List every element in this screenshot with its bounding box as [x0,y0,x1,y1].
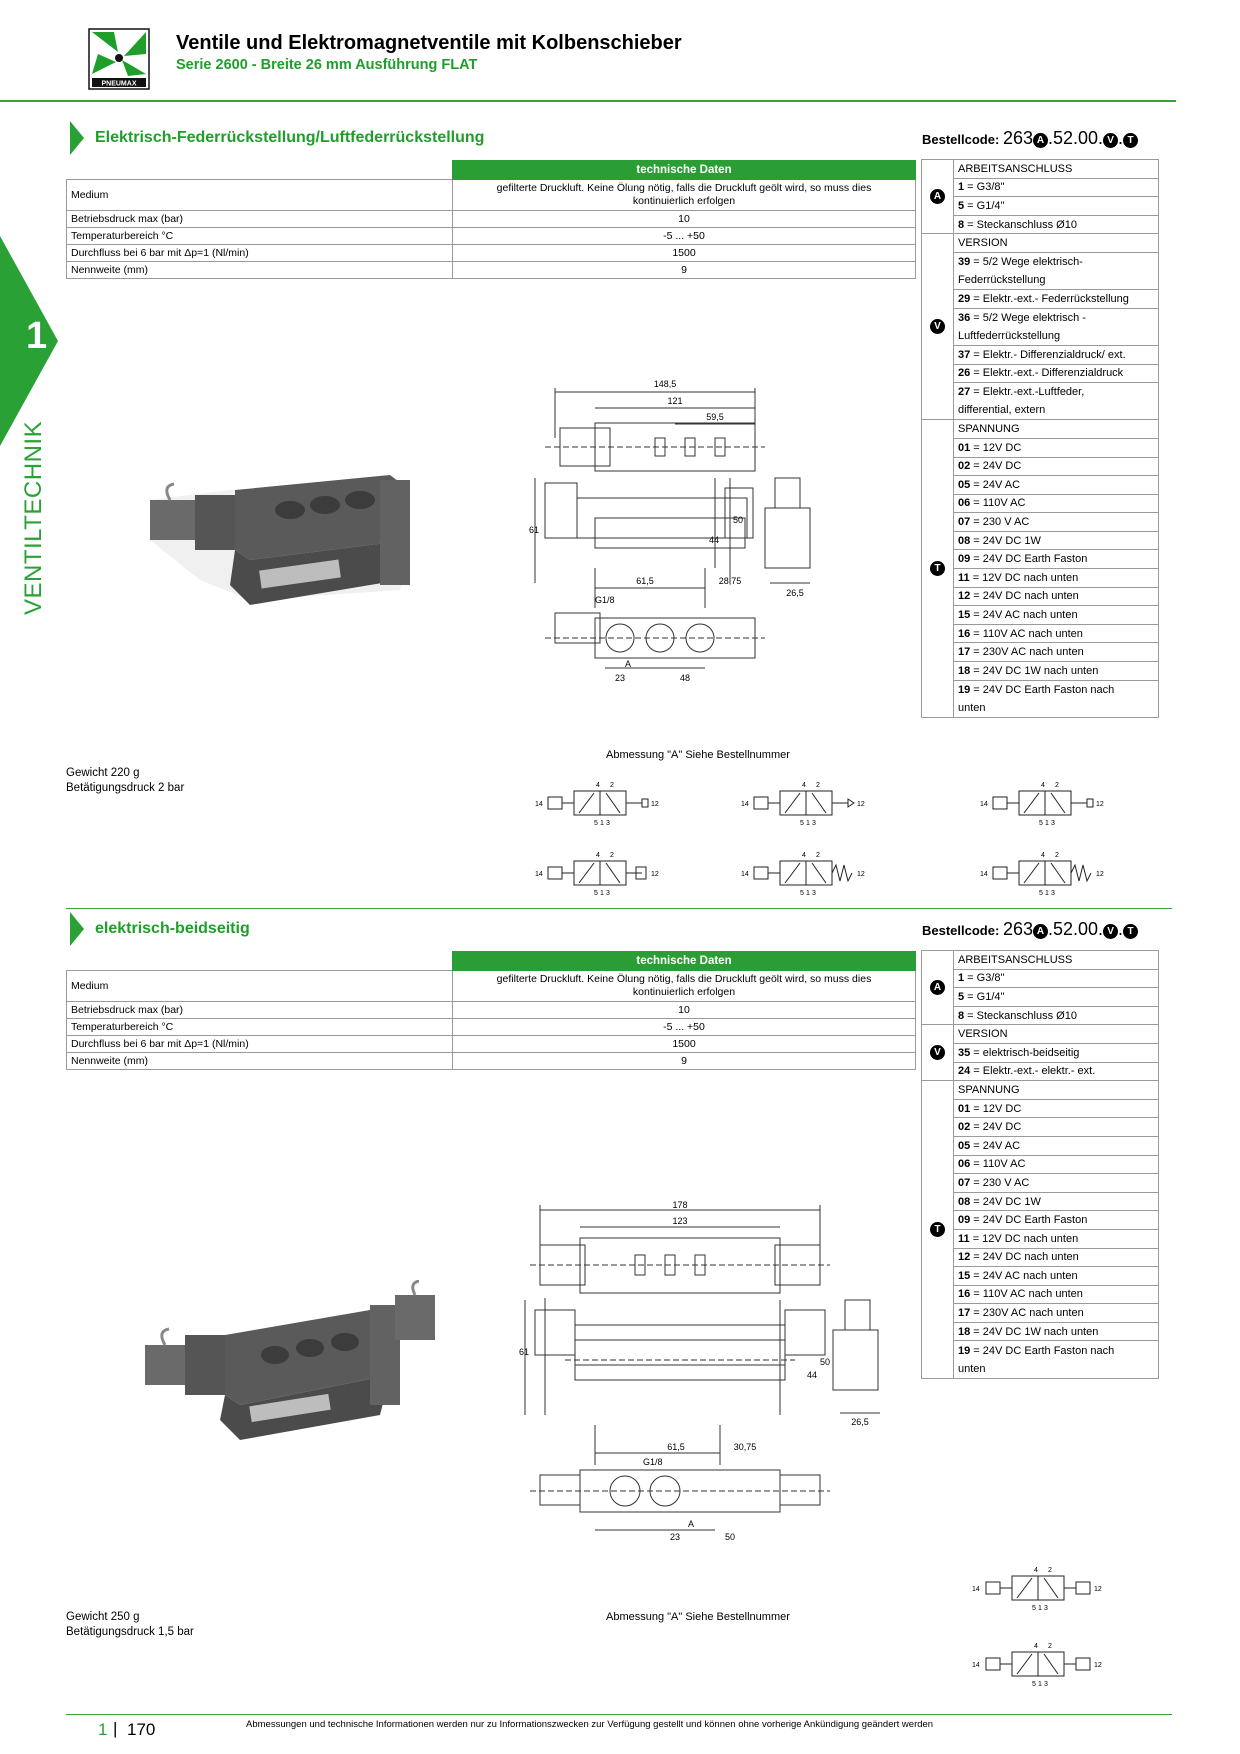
actuation-note: Betätigungsdruck 1,5 bar [66,1626,194,1638]
table-row: 08 = 24V DC 1W [922,531,1159,550]
svg-text:148,5: 148,5 [653,379,677,389]
table-row: 01 = 12V DC [922,1099,1159,1118]
table-row: 8 = Steckanschluss Ø10 [922,215,1159,234]
footer-rule [66,1714,1172,1715]
svg-text:1: 1 [1045,820,1049,827]
svg-text:2: 2 [1048,1643,1052,1650]
table-row: Medium gefilterte Druckluft. Keine Ölung nötig, falls die Druckluft geölt wird, so muss dies kontinuierlich erfolgen [67,180,916,211]
table-row: Durchfluss bei 6 bar mit Δp=1 (Nl/min) 1500 [67,245,916,262]
svg-text:3: 3 [606,890,610,897]
svg-text:30,75: 30,75 [733,1442,757,1452]
table-row: Nennweite (mm) 9 [67,1053,916,1070]
table-row: 11 = 12V DC nach unten [922,1229,1159,1248]
svg-text:12: 12 [1094,1586,1102,1593]
table-row: Durchfluss bei 6 bar mit Δp=1 (Nl/min) 1500 [67,1036,916,1053]
table-row: 18 = 24V DC 1W nach unten [922,1322,1159,1341]
table-row: 09 = 24V DC Earth Faston [922,550,1159,569]
svg-text:50: 50 [820,1357,831,1367]
svg-text:5: 5 [1039,820,1043,827]
svg-text:5: 5 [800,890,804,897]
svg-text:28,75: 28,75 [718,576,742,586]
table-row: Betriebsdruck max (bar) 10 [67,211,916,228]
v-symbol-icon: V [930,1045,945,1060]
section-title: elektrisch-beidseitig [95,920,250,937]
svg-text:48: 48 [679,673,691,683]
svg-text:4: 4 [1034,1643,1038,1650]
svg-text:5: 5 [594,820,598,827]
svg-text:123: 123 [672,1216,688,1226]
svg-text:G1/8: G1/8 [643,1457,663,1467]
table-row: 12 = 24V DC nach unten [922,587,1159,606]
svg-text:2: 2 [610,782,614,789]
dimension-drawing [525,368,915,698]
svg-text:4: 4 [1041,782,1045,789]
table-row: Betriebsdruck max (bar) 10 [67,1002,916,1019]
table-row: 06 = 110V AC [922,1155,1159,1174]
tech-data-header: technische Daten [453,161,916,180]
valve-symbol [975,775,1110,835]
order-code: Bestellcode: 263 A .52.00. V . T [922,919,1138,940]
pneumax-logo [88,28,150,90]
svg-text:G1/8: G1/8 [595,595,615,605]
tech-data-table [66,160,916,279]
svg-text:14: 14 [741,871,749,878]
svg-text:1: 1 [1038,1605,1042,1612]
table-row: 5 = G1/4" [922,988,1159,1007]
table-row: 17 = 230V AC nach unten [922,643,1159,662]
dimension-drawing [515,1200,915,1540]
table-row: 1 = G3/8" [922,969,1159,988]
svg-text:3: 3 [1051,890,1055,897]
svg-text:4: 4 [802,782,806,789]
table-row: 15 = 24V AC nach unten [922,606,1159,625]
svg-text:26,5: 26,5 [851,1417,869,1427]
footer-separator: | [113,1719,118,1738]
svg-text:61,5: 61,5 [636,576,654,586]
dimension-note: Abmessung "A" Siehe Bestellnummer [606,749,790,761]
table-row: 07 = 230 V AC [922,513,1159,532]
svg-text:5: 5 [800,820,804,827]
section-marker-icon [70,912,84,946]
svg-text:61,5: 61,5 [667,1442,685,1452]
svg-text:3: 3 [1044,1681,1048,1688]
svg-text:2: 2 [816,852,820,859]
table-row: 02 = 24V DC [922,1118,1159,1137]
v-symbol-icon: V [930,319,945,334]
chapter-label: VENTILTECHNIK [20,420,47,615]
svg-text:2: 2 [816,782,820,789]
svg-text:1: 1 [600,890,604,897]
tech-data-header: technische Daten [453,952,916,971]
svg-text:12: 12 [857,871,865,878]
svg-text:59,5: 59,5 [706,412,724,422]
table-row: 09 = 24V DC Earth Faston [922,1211,1159,1230]
page-number: 170 [127,1720,156,1739]
svg-text:4: 4 [596,852,600,859]
dimension-note: Abmessung "A" Siehe Bestellnummer [606,1611,790,1623]
svg-text:A: A [624,659,632,669]
svg-text:44: 44 [807,1370,818,1380]
footer-disclaimer: Abmessungen und technische Informationen werden nur zu Informationszwecken zur Verfügung gestellt und können ohne vorherige Ankündigung geändert werden [246,1719,934,1730]
a-symbol-icon: A [1033,924,1048,939]
table-row: 1 = G3/8" [922,178,1159,197]
svg-text:14: 14 [972,1662,980,1669]
footer-chapter: 1 [98,1720,108,1739]
weight-note: Gewicht 220 g [66,767,140,779]
table-row: 19 = 24V DC Earth Faston nach [922,680,1159,699]
svg-text:3: 3 [1051,820,1055,827]
table-row: 35 = elektrisch-beidseitig [922,1043,1159,1062]
valve-symbol [970,1560,1110,1620]
svg-text:12: 12 [857,801,865,808]
table-row: Nennweite (mm) 9 [67,262,916,279]
v-symbol-icon: V [1103,924,1118,939]
table-row: 16 = 110V AC nach unten [922,1285,1159,1304]
table-row: 05 = 24V AC [922,476,1159,495]
svg-text:61: 61 [519,1347,530,1357]
svg-text:5: 5 [1039,890,1043,897]
svg-text:2: 2 [1055,852,1059,859]
table-row: 17 = 230V AC nach unten [922,1304,1159,1323]
table-row: Medium gefilterte Druckluft. Keine Ölung nötig, falls die Druckluft geölt wird, so muss dies kontinuierlich erfolgen [67,971,916,1002]
svg-text:12: 12 [651,871,659,878]
valve-symbol [970,1636,1110,1696]
weight-note: Gewicht 250 g [66,1611,140,1623]
svg-text:12: 12 [651,801,659,808]
svg-text:5: 5 [1032,1681,1036,1688]
svg-text:4: 4 [1041,852,1045,859]
table-row: 27 = Elektr.-ext.-Luftfeder, [922,383,1159,402]
a-symbol-icon: A [930,980,945,995]
table-row: 01 = 12V DC [922,438,1159,457]
svg-text:12: 12 [1096,871,1104,878]
v-symbol-icon: V [1103,133,1118,148]
svg-text:5: 5 [594,890,598,897]
table-row: 18 = 24V DC 1W nach unten [922,662,1159,681]
svg-text:50: 50 [733,515,744,525]
t-symbol-icon: T [930,561,945,576]
order-code: Bestellcode: 263 A .52.00. V . T [922,128,1138,149]
options-table: A ARBEITSANSCHLUSS 1 = G3/8" 5 = G1/4" 8 = Steckanschluss Ø10 V VERSION 39 = 5/2 Wege elektrisch- Federrückstellung 29 = Elektr.-ext.- Federrückstellung 36 = 5/2 Wege elektrisch - Luftfederrückstellung 37 = Elektr.- Differenzialdruck/ ext. 26 = Elektr.-ext.- Differenzialdruck 27 = Elektr.-ext.-Luftfeder, differential, extern T SPANNUNG 01 = 12V DC 02 = 24V DC 05 = 24V AC 06 = 110V AC 07 = 230 V AC 08 = 24V DC 1W 09 = 24V DC Earth Faston 11 = 12V DC nach unten 12 = 24V DC nach unten 15 = 24V AC nach unten 16 = 110V AC nach unten 17 = 230V AC nach unten 18 = 24V DC 1W nach unten 19 = 24V DC Earth Faston nach unten [921,159,1159,718]
page-title: Ventile und Elektromagnetventile mit Kolbenschieber [176,32,682,54]
a-symbol-icon: A [1033,133,1048,148]
svg-text:14: 14 [980,871,988,878]
svg-text:23: 23 [614,673,626,683]
section-marker-icon [70,121,84,155]
header-rule [0,100,1176,102]
svg-text:26,5: 26,5 [786,588,804,598]
product-photo [140,470,420,620]
actuation-note: Betätigungsdruck 2 bar [66,782,185,794]
valve-symbol [975,845,1110,905]
valve-symbol [736,845,871,905]
table-row: Temperaturbereich °C -5 ... +50 [67,1019,916,1036]
t-symbol-icon: T [930,1222,945,1237]
valve-symbol [530,845,665,905]
svg-text:A: A [687,1519,695,1529]
svg-text:1: 1 [806,890,810,897]
svg-text:14: 14 [535,801,543,808]
svg-text:50: 50 [724,1532,736,1540]
chapter-number: 1 [26,315,48,357]
table-row: 07 = 230 V AC [922,1174,1159,1193]
svg-text:3: 3 [812,820,816,827]
svg-text:4: 4 [1034,1567,1038,1574]
table-row: 39 = 5/2 Wege elektrisch- [922,252,1159,271]
table-row: 26 = Elektr.-ext.- Differenzialdruck [922,364,1159,383]
tech-data-table [66,951,916,1070]
table-row: 02 = 24V DC [922,457,1159,476]
table-row: 19 = 24V DC Earth Faston nach [922,1341,1159,1360]
svg-text:1: 1 [1045,890,1049,897]
svg-text:4: 4 [802,852,806,859]
section-divider [66,908,1172,909]
table-row: 16 = 110V AC nach unten [922,624,1159,643]
svg-text:2: 2 [1055,782,1059,789]
table-row: 8 = Steckanschluss Ø10 [922,1006,1159,1025]
svg-text:5: 5 [1032,1605,1036,1612]
page-subtitle: Serie 2600 - Breite 26 mm Ausführung FLAT [176,57,478,73]
table-row: 05 = 24V AC [922,1136,1159,1155]
table-row: 12 = 24V DC nach unten [922,1248,1159,1267]
svg-text:14: 14 [741,801,749,808]
svg-text:1: 1 [1038,1681,1042,1688]
svg-text:3: 3 [606,820,610,827]
table-row: 24 = Elektr.-ext.- elektr.- ext. [922,1062,1159,1081]
svg-text:4: 4 [596,782,600,789]
table-row: 36 = 5/2 Wege elektrisch - [922,308,1159,327]
table-row: 29 = Elektr.-ext.- Federrückstellung [922,290,1159,309]
svg-text:14: 14 [980,801,988,808]
t-symbol-icon: T [1123,924,1138,939]
options-table: A ARBEITSANSCHLUSS 1 = G3/8" 5 = G1/4" 8 = Steckanschluss Ø10 V VERSION 35 = elektrisch-beidseitig 24 = Elektr.-ext.- elektr.- ext. T SPANNUNG 01 = 12V DC 02 = 24V DC 05 = 24V AC 06 = 110V AC 07 = 230 V AC 08 = 24V DC 1W 09 = 24V DC Earth Faston 11 = 12V DC nach unten 12 = 24V DC nach unten 15 = 24V AC nach unten 16 = 110V AC nach unten 17 = 230V AC nach unten 18 = 24V DC 1W nach unten 19 = 24V DC Earth Faston nach unten [921,950,1159,1379]
product-photo [140,1280,440,1450]
table-row: Temperaturbereich °C -5 ... +50 [67,228,916,245]
table-row: 06 = 110V AC [922,494,1159,513]
valve-symbol [736,775,871,835]
svg-text:3: 3 [1044,1605,1048,1612]
svg-text:1: 1 [600,820,604,827]
svg-text:12: 12 [1094,1662,1102,1669]
a-symbol-icon: A [930,189,945,204]
logo-text: PNEUMAX [101,80,137,88]
svg-text:2: 2 [1048,1567,1052,1574]
svg-text:23: 23 [669,1532,681,1540]
svg-text:2: 2 [610,852,614,859]
svg-text:14: 14 [972,1586,980,1593]
table-row: 5 = G1/4" [922,197,1159,216]
svg-text:44: 44 [709,535,720,545]
svg-text:14: 14 [535,871,543,878]
svg-text:178: 178 [672,1200,688,1210]
table-row: 37 = Elektr.- Differenzialdruck/ ext. [922,345,1159,364]
svg-text:12: 12 [1096,801,1104,808]
table-row: 11 = 12V DC nach unten [922,569,1159,588]
section-title: Elektrisch-Federrückstellung/Luftfederrückstellung [95,129,485,146]
table-row: 08 = 24V DC 1W [922,1192,1159,1211]
valve-symbol [530,775,665,835]
svg-text:3: 3 [812,890,816,897]
svg-text:61: 61 [529,525,540,535]
t-symbol-icon: T [1123,133,1138,148]
svg-text:1: 1 [806,820,810,827]
svg-text:121: 121 [667,396,683,406]
table-row: 15 = 24V AC nach unten [922,1267,1159,1286]
